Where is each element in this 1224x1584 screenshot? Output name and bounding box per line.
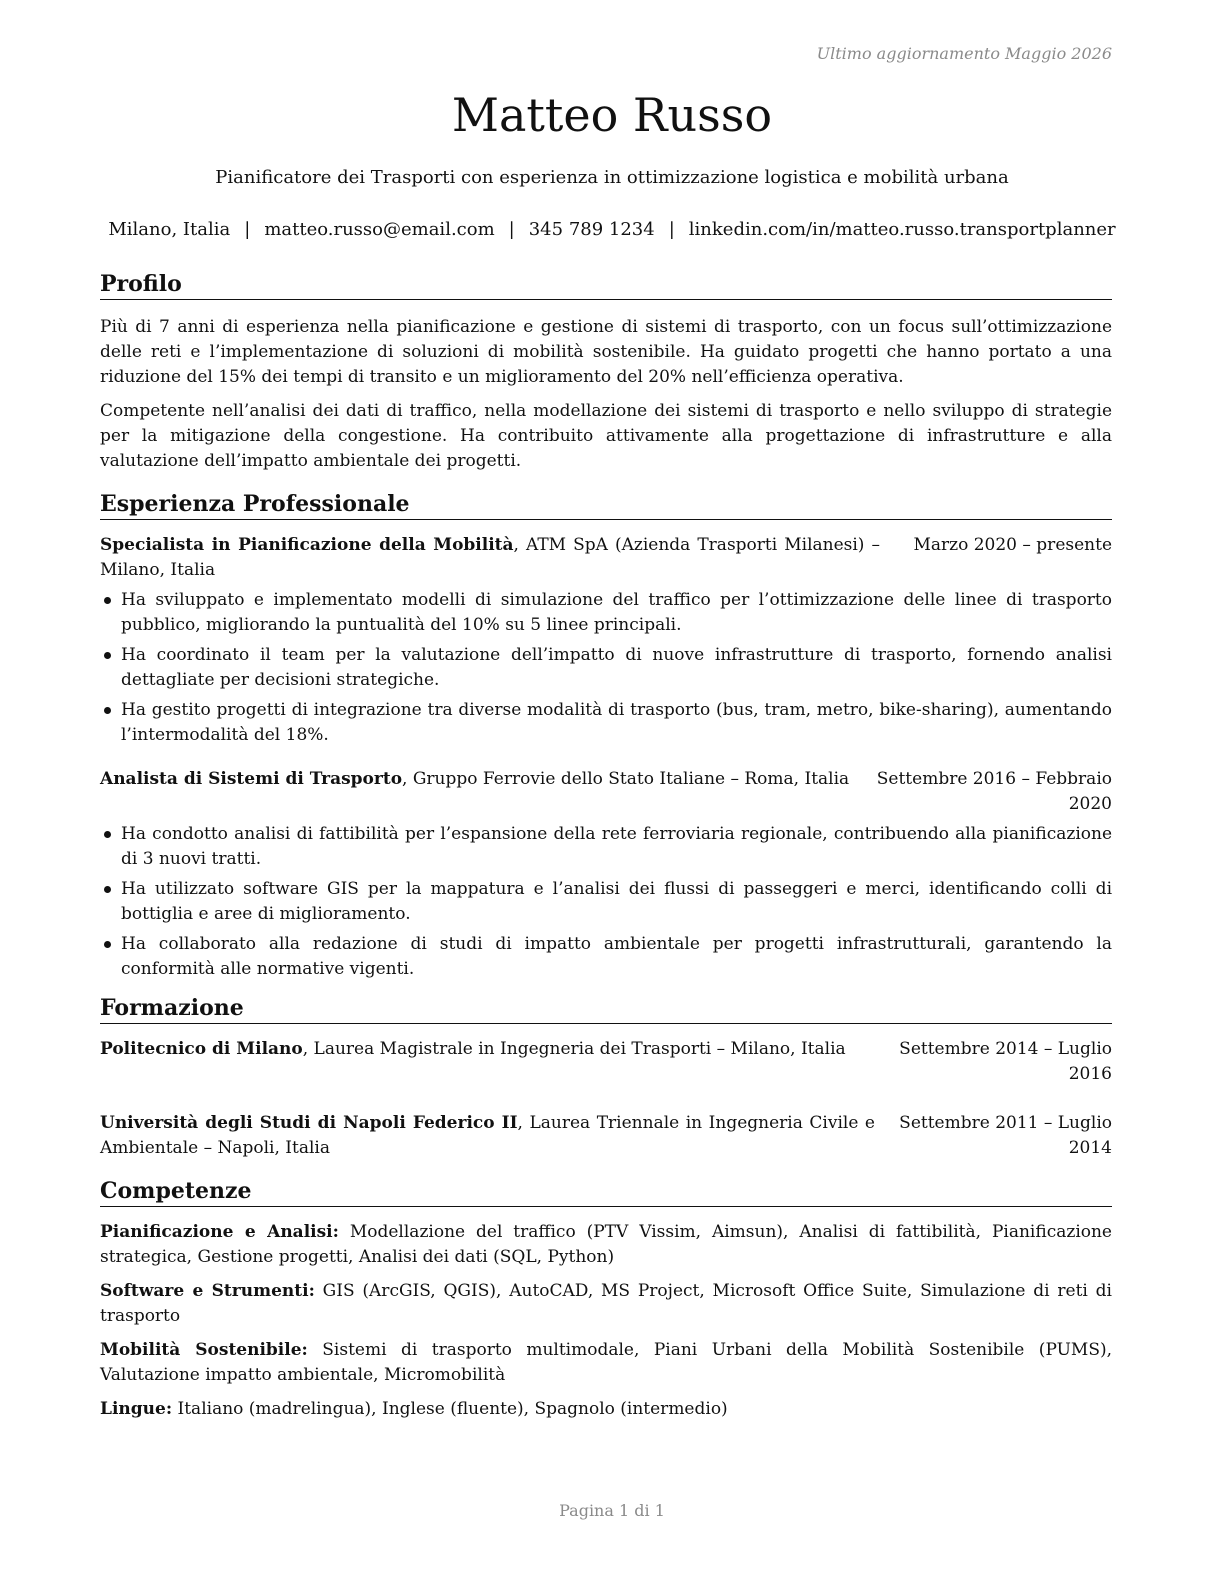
skill-value: Sistemi di trasporto multimodale, Piani Urbani della Mobilità Sostenibile (PUMS), Valutazione impatto ambientale, Micromobilità (100, 1340, 1112, 1385)
contact-location: Milano, Italia (108, 219, 231, 240)
experience-section (100, 490, 1112, 982)
job-org: , ATM SpA (Azienda Trasporti Milanesi) – Milano, Italia (100, 535, 880, 580)
section-title-skills: Competenze (100, 1177, 1112, 1207)
education-entry (100, 1037, 1112, 1087)
education-detail: , Laurea Triennale in Ingegneria Civile e Ambientale – Napoli, Italia (100, 1113, 875, 1158)
job-bullets (100, 588, 1112, 748)
list-item: Ha gestito progetti di integrazione tra diverse modalità di trasporto (bus, tram, metro, bike-sharing), aumentando l’intermodalità del 18%. (100, 698, 1112, 748)
contact-line (0, 219, 1224, 240)
education-title (100, 1037, 860, 1087)
job-header (100, 767, 1112, 817)
tagline: Pianificatore dei Trasporti con esperienza in ottimizzazione logistica e mobilità urbana (215, 167, 1009, 188)
skill-line (100, 1279, 1112, 1329)
list-item: Ha collaborato alla redazione di studi di impatto ambientale per progetti infrastrutturali, garantendo la conformità alle normative vigenti. (100, 932, 1112, 982)
skill-value: GIS (ArcGIS, QGIS), AutoCAD, MS Project, Microsoft Office Suite, Simulazione di reti di trasporto (100, 1281, 1112, 1326)
job-dates: Settembre 2016 – Febbraio 2020 (876, 769, 1112, 814)
skill-line (100, 1220, 1112, 1270)
education-detail: , Laurea Magistrale in Ingegneria dei Trasporti – Milano, Italia (302, 1039, 846, 1059)
job-dates: Marzo 2020 – presente (913, 535, 1112, 555)
skills-section (100, 1177, 1112, 1422)
section-title-education: Formazione (100, 994, 1112, 1024)
section-title-experience: Esperienza Professionale (100, 490, 1112, 520)
education-dates: Settembre 2014 – Luglio 2016 (899, 1039, 1112, 1084)
list-item: Ha coordinato il team per la valutazione dell’impatto di nuove infrastrutture di trasporto, fornendo analisi dettagliate per decisioni strategiche. (100, 643, 1112, 693)
education-school: Politecnico di Milano (100, 1039, 303, 1059)
section-title-profile: Profilo (100, 270, 1112, 300)
skill-label: Mobilità Sostenibile: (100, 1340, 308, 1360)
education-school: Università degli Studi di Napoli Federico II (100, 1113, 518, 1133)
job-entry (100, 533, 1112, 748)
skill-value: Modellazione del traffico (PTV Vissim, Aimsun), Analisi di fattibilità, Pianificazione strategica, Gestione progetti, Analisi dei dati (SQL, Python) (100, 1222, 1112, 1267)
job-entry (100, 767, 1112, 982)
job-role: Specialista in Pianificazione della Mobilità (100, 535, 514, 555)
education-entry (100, 1111, 1112, 1161)
page-number: Pagina 1 di 1 (559, 1501, 665, 1520)
education-section (100, 994, 1112, 1161)
job-header (100, 533, 1112, 583)
last-updated: Ultimo aggiornamento Maggio 2026 (816, 44, 1112, 63)
list-item: Ha utilizzato software GIS per la mappatura e l’analisi dei flussi di passeggeri e merci, identificando colli di bottiglia e aree di miglioramento. (100, 877, 1112, 927)
profile-paragraph: Più di 7 anni di esperienza nella pianificazione e gestione di sistemi di trasporto, con un focus sull’ottimizzazione delle reti e l’implementazione di soluzioni di mobilità sostenibile. Ha guidato progetti che hanno portato a una riduzione del 15% dei tempi di transito e un miglioramento del 20% nell’efficienza operativa. (100, 317, 1112, 387)
job-org: , Gruppo Ferrovie dello Stato Italiane – Roma, Italia (402, 769, 850, 789)
skill-line (100, 1338, 1112, 1388)
skill-value: Italiano (madrelingua), Inglese (fluente), Spagnolo (intermedio) (172, 1399, 728, 1419)
resume-content (100, 270, 1112, 1422)
skill-label: Pianificazione e Analisi: (100, 1222, 339, 1242)
list-item: Ha condotto analisi di fattibilità per l’espansione della rete ferroviaria regionale, contribuendo alla pianificazione di 3 nuovi tratti. (100, 822, 1112, 872)
job-title (100, 533, 880, 583)
contact-phone: 345 789 1234 (528, 219, 655, 240)
candidate-name: Matteo Russo (451, 88, 773, 142)
job-role: Analista di Sistemi di Trasporto (100, 769, 403, 789)
education-dates: Settembre 2011 – Luglio 2014 (899, 1113, 1112, 1158)
contact-email[interactable]: matteo.russo@email.com (264, 219, 495, 240)
contact-separator: | (508, 219, 515, 240)
profile-section (100, 270, 1112, 474)
contact-separator: | (668, 219, 675, 240)
job-title (100, 767, 860, 817)
skill-label: Software e Strumenti: (100, 1281, 315, 1301)
profile-paragraph: Competente nell’analisi dei dati di traffico, nella modellazione dei sistemi di trasporto e nello sviluppo di strategie per la mitigazione della congestione. Ha contribuito attivamente alla progettazione di infrastrutture e alla valutazione dell’impatto ambientale dei progetti. (100, 401, 1112, 471)
skill-line (100, 1397, 1112, 1422)
contact-linkedin[interactable]: linkedin.com/in/matteo.russo.transportplanner (688, 219, 1116, 240)
list-item: Ha sviluppato e implementato modelli di simulazione del traffico per l’ottimizzazione delle linee di trasporto pubblico, migliorando la puntualità del 10% su 5 linee principali. (100, 588, 1112, 638)
skill-label: Lingue: (100, 1399, 173, 1419)
education-title (100, 1111, 875, 1161)
contact-separator: | (244, 219, 251, 240)
job-bullets (100, 822, 1112, 982)
